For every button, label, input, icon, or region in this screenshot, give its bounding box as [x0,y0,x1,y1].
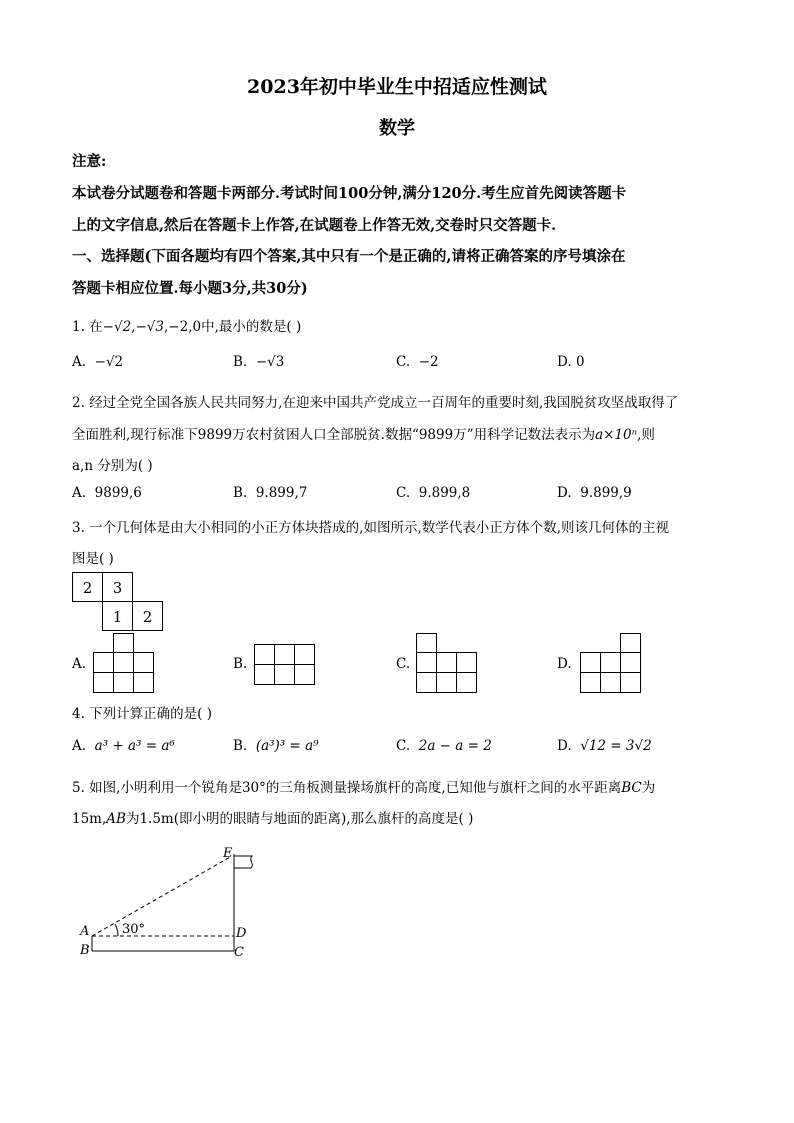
q1-option-d[interactable]: D. 0 [557,354,585,370]
top-view-number-1: 2 [82,579,93,597]
q1-option-c[interactable]: C. −2 [396,354,439,370]
q1-option-b[interactable]: B. −√3 [233,354,285,370]
label-a: A [80,924,90,939]
q4-option-b[interactable]: B. (a³)³ = a⁹ [233,738,319,754]
q1-option-a[interactable]: A. −√2 [72,354,124,370]
q1-number-2: −√3 [135,319,164,335]
question-2-line-1: 2. 经过全党全国各族人民共同努力,在迎来中国共产党成立一百周年的重要时刻,我国脱贫攻坚战取得了 [72,395,679,411]
q3-option-b-figure[interactable] [254,644,317,686]
q3-option-d-figure[interactable] [580,633,643,693]
question-2-line-2: 全面胜利,现行标准下9899万农村贫困人口全部脱贫.数据“9899万”用科学记数法表示为a×10ⁿ,则 [72,427,655,443]
question-4-stem: 4. 下列计算正确的是( ) [72,706,212,722]
question-2-line-3: a,n 分别为( ) [72,458,153,474]
flag-icon [234,856,252,868]
question-5-line-2: 15m,AB为1.5m(即小明的眼睛与地面的距离),那么旗杆的高度是( ) [72,811,474,827]
section-1-line-1: 一、选择题(下面各题均有四个答案,其中只有一个是正确的,请将正确答案的序号填涂在 [72,248,626,265]
q4-option-c[interactable]: C. 2a − a = 2 [396,738,492,754]
q3-option-c-figure[interactable] [416,633,479,693]
label-d: D [236,926,247,941]
q3-top-view-figure [72,572,164,632]
q1-number-4: 0 [192,319,202,335]
top-view-number-2: 3 [112,579,123,597]
q1-number-1: −√2 [102,319,132,335]
q2-option-a[interactable]: A. 9899,6 [72,485,142,501]
q2-option-c[interactable]: C. 9.899,8 [396,485,471,501]
top-view-number-4: 2 [142,608,153,626]
notice-label: 注意: [72,153,107,170]
exam-subject: 数学 [379,118,415,139]
sight-line-ae [92,856,232,936]
q3-option-a-figure[interactable] [93,633,156,693]
q3-option-b-label[interactable]: B. [233,656,248,672]
q2-option-d[interactable]: D. 9.899,9 [557,485,632,501]
label-b: B [80,943,90,958]
q4-option-d[interactable]: D. √12 = 3√2 [557,738,652,754]
q3-option-c-label[interactable]: C. [396,656,411,672]
question-5-line-1: 5. 如图,小明利用一个锐角是30°的三角板测量操场旗杆的高度,已知他与旗杆之间的水平距离BC为 [72,780,656,796]
notice-line-1: 本试卷分试题卷和答题卡两部分.考试时间100分钟,满分120分.考生应首先阅读答题卡 [72,185,627,202]
q4-option-a[interactable]: A. a³ + a³ = a⁶ [72,738,175,754]
notice-line-2: 上的文字信息,然后在答题卡上作答,在试题卷上作答无效,交卷时只交答题卡. [72,217,557,234]
angle-label: 30° [122,922,146,937]
question-3-line-2: 图是( ) [72,551,114,567]
q1-number-3: −2 [168,319,189,335]
angle-arc [115,924,118,936]
section-1-line-2: 答题卡相应位置.每小题3分,共30分) [72,280,308,297]
exam-title: 2023年初中毕业生中招适应性测试 [247,76,547,98]
label-e: E [223,846,233,861]
q3-option-a-label[interactable]: A. [72,656,87,672]
question-3-line-1: 3. 一个几何体是由大小相同的小正方体块搭成的,如图所示,数学代表小正方体个数,则该几何体的主视 [72,520,670,536]
label-c: C [234,945,244,960]
question-1-stem: 1. 在−√2,−√3,−2,0中,最小的数是( ) [72,319,302,335]
q5-flagpole-figure [72,840,272,965]
top-view-number-3: 1 [112,608,123,626]
q3-option-d-label[interactable]: D. [557,656,572,672]
q2-option-b[interactable]: B. 9.899,7 [233,485,308,501]
